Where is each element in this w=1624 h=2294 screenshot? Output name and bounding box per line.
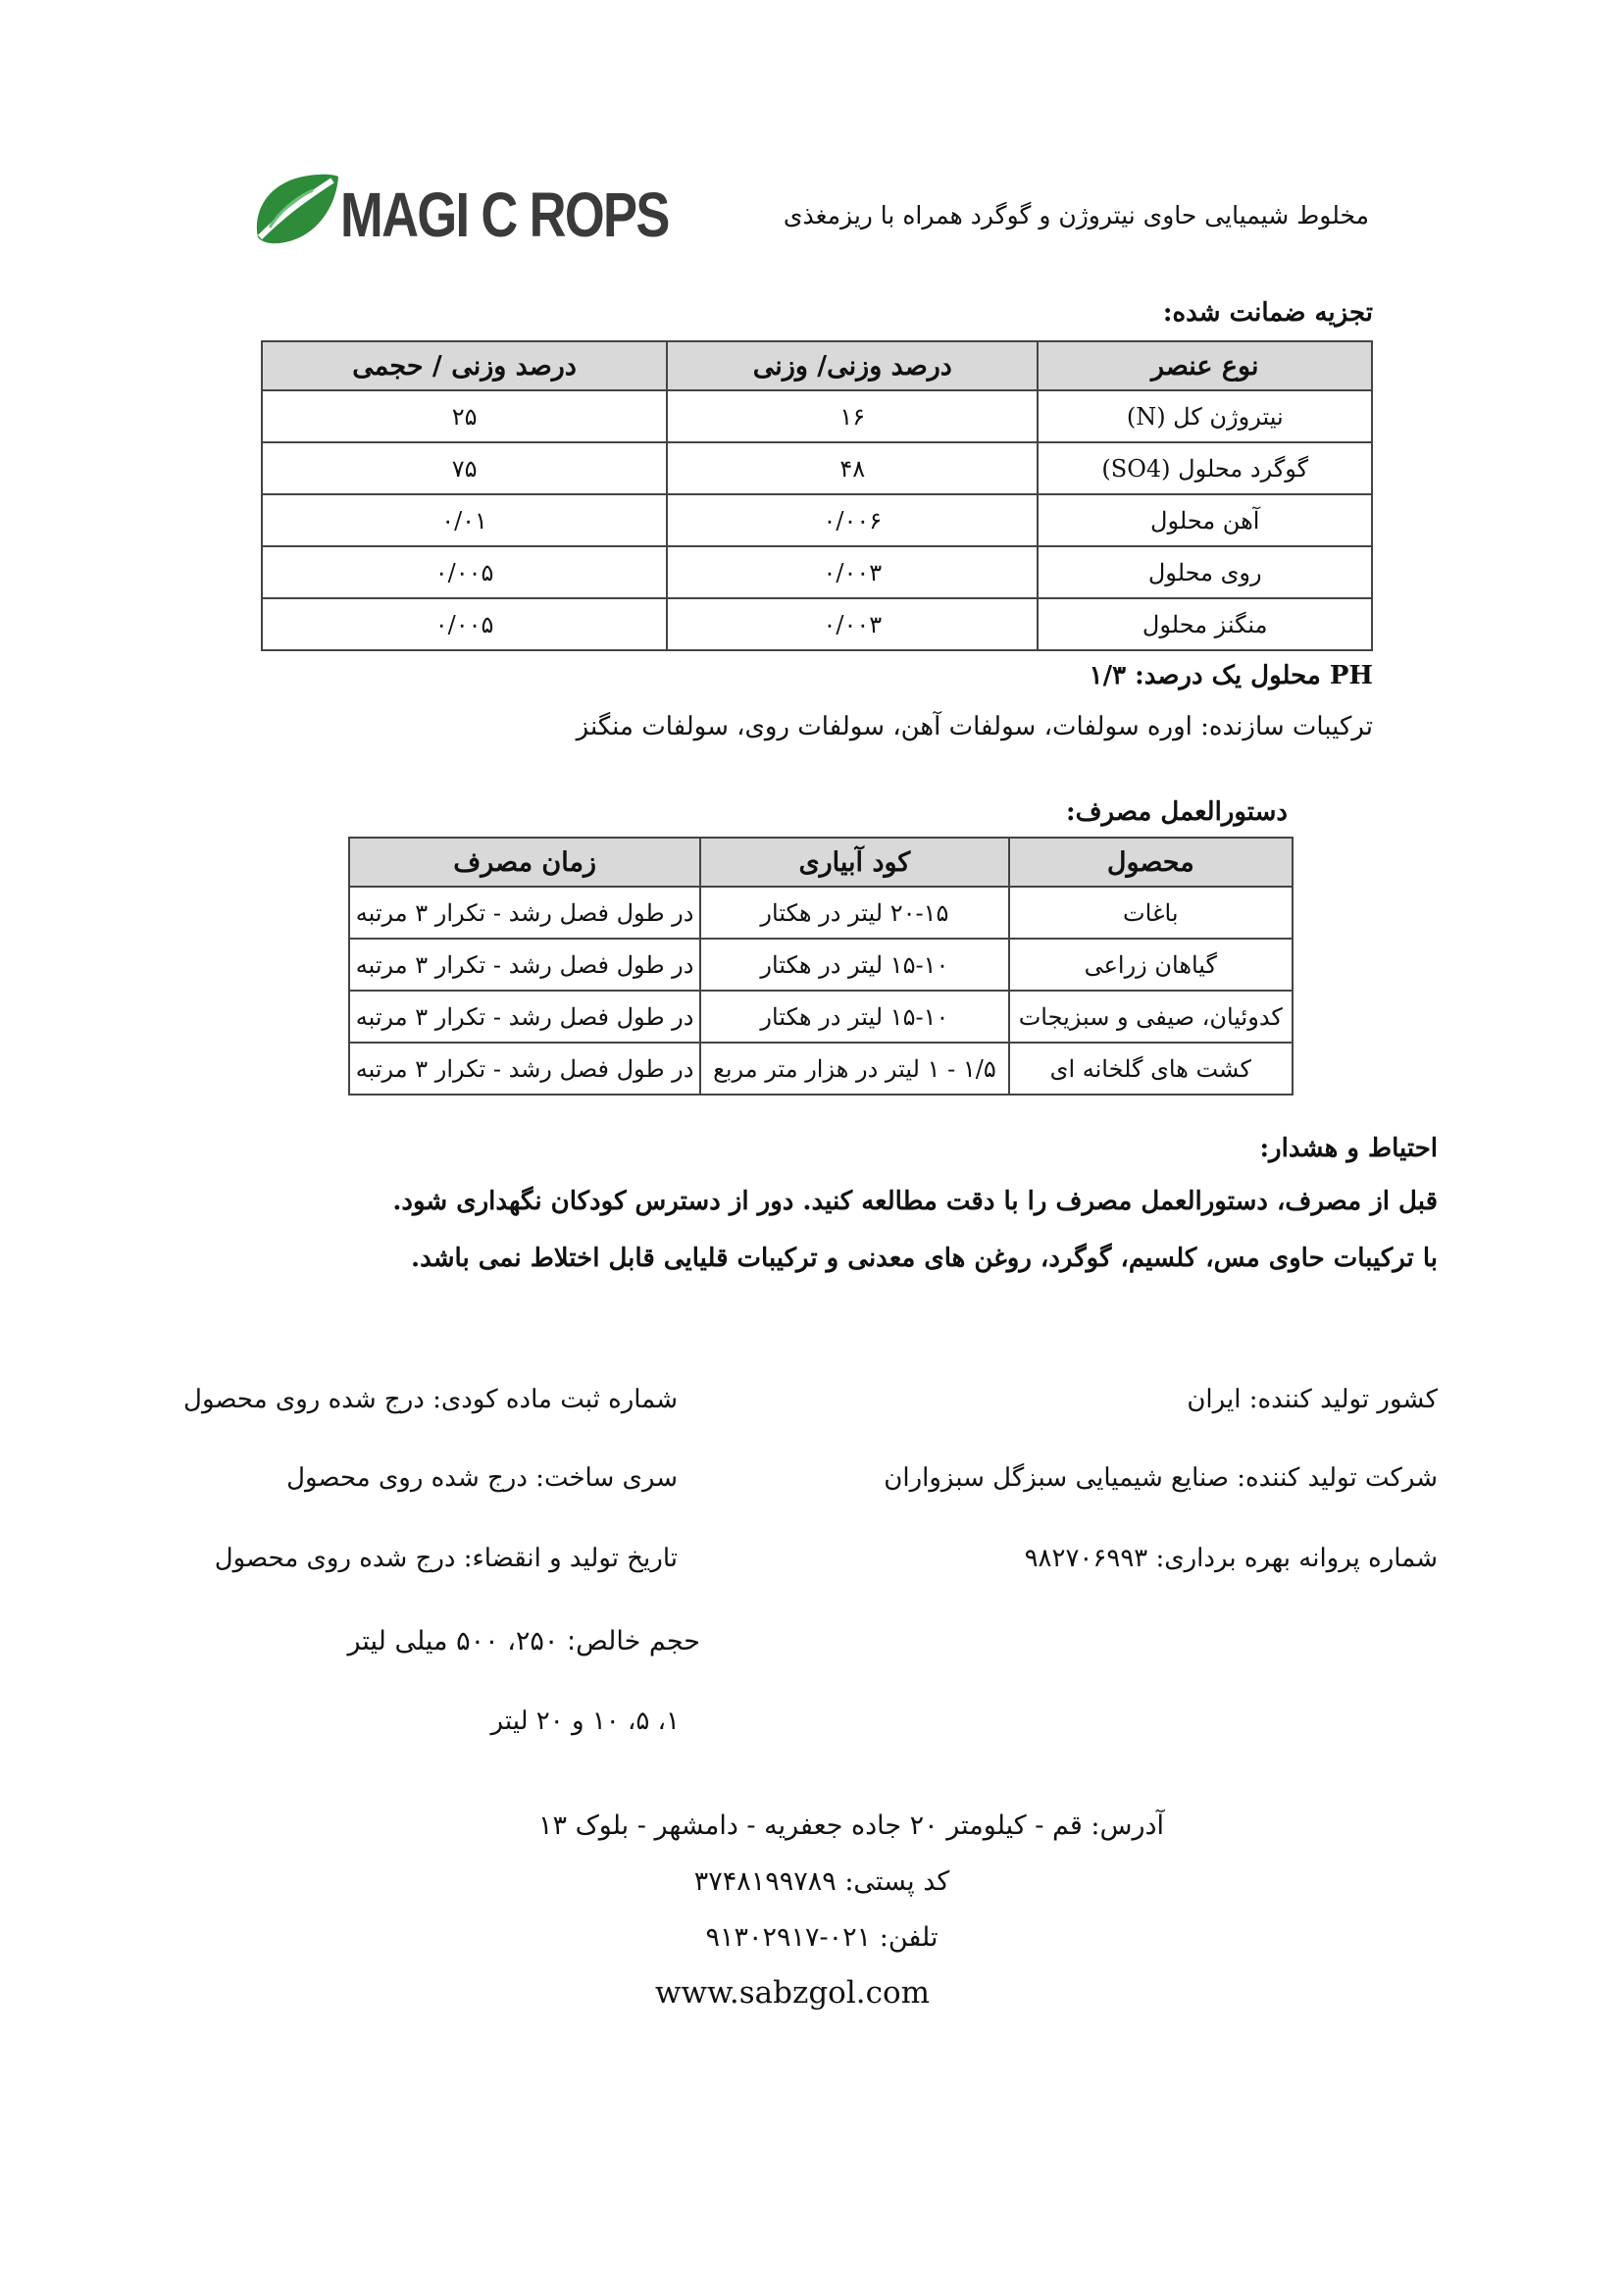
crop-cell: گیاهان زراعی <box>1009 939 1293 991</box>
country-info: کشور تولید کننده: ایران <box>1187 1385 1438 1414</box>
element-cell: منگنز محلول <box>1038 598 1372 650</box>
dose-cell: ۱۵-۱۰ لیتر در هکتار <box>700 991 1008 1043</box>
ingredients-line: ترکیبات سازنده: اوره سولفات، سولفات آهن، سولفات روی، سولفات منگنز <box>576 712 1373 741</box>
dose-cell: ۱/۵ - ۱ لیتر در هزار متر مربع <box>700 1043 1008 1095</box>
column-header: درصد وزنی / حجمی <box>262 341 667 390</box>
website-link[interactable]: www.sabzgol.com <box>654 1975 931 2011</box>
warning-line: قبل از مصرف، دستورالعمل مصرف را با دقت مطالعه کنید. دور از دسترس کودکان نگهداری شود. <box>392 1187 1438 1216</box>
weight-cell: ۴۸ <box>667 442 1038 494</box>
column-header: زمان مصرف <box>349 838 700 887</box>
column-header: نوع عنصر <box>1038 341 1372 390</box>
volume-info: حجم خالص: ۲۵۰، ۵۰۰ میلی لیتر <box>347 1626 700 1657</box>
batch-info: سری ساخت: درج شده روی محصول <box>286 1463 678 1493</box>
weight-cell: ۰/۰۰۳ <box>667 546 1038 598</box>
table-row <box>349 991 1293 1043</box>
table-row <box>349 1043 1293 1095</box>
leaf-logo-icon <box>250 169 340 257</box>
volume-cell: ۷۵ <box>262 442 667 494</box>
table-row <box>262 598 1372 650</box>
weight-cell: ۰/۰۰۶ <box>667 494 1038 546</box>
company-info: شرکت تولید کننده: صنایع شیمیایی سبزگل سبزواران <box>884 1463 1438 1493</box>
license-info: شماره پروانه بهره برداری: ۹۸۲۷۰۶۹۹۳ <box>1024 1544 1438 1573</box>
timing-cell: در طول فصل رشد - تکرار ۳ مرتبه <box>349 939 700 991</box>
usage-table <box>348 837 1294 1096</box>
volume-cell: ۰/۰۰۵ <box>262 598 667 650</box>
element-cell: روی محلول <box>1038 546 1372 598</box>
address: آدرس: قم - کیلومتر ۲۰ جاده جعفریه - دامشهر - بلوک ۱۳ <box>537 1810 1165 1841</box>
registration-info: شماره ثبت ماده کودی: درج شده روی محصول <box>183 1385 678 1414</box>
column-header: محصول <box>1009 838 1293 887</box>
crop-cell: باغات <box>1009 887 1293 939</box>
product-subtitle: مخلوط شیمیایی حاوی نیتروژن و گوگرد همراه با ریزمغذی <box>783 201 1369 229</box>
element-cell: نیتروژن کل (N) <box>1038 390 1372 442</box>
dose-cell: ۲۰-۱۵ لیتر در هکتار <box>700 887 1008 939</box>
crop-cell: کشت های گلخانه ای <box>1009 1043 1293 1095</box>
phone: تلفن: ۰۲۱-۹۱۳۰۲۹۱۷ <box>705 1922 939 1953</box>
table-header-row <box>262 341 1372 390</box>
table-row <box>262 390 1372 442</box>
logo-text: MAGI C ROPS <box>340 179 669 250</box>
element-cell: آهن محلول <box>1038 494 1372 546</box>
warning-line: با ترکیبات حاوی مس، کلسیم، گوگرد، روغن های معدنی و ترکیبات قلیایی قابل اختلاط نمی باشد. <box>411 1244 1438 1273</box>
timing-cell: در طول فصل رشد - تکرار ۳ مرتبه <box>349 1043 700 1095</box>
table-row <box>262 494 1372 546</box>
postal-code: کد پستی: ۳۷۴۸۱۹۹۷۸۹ <box>693 1866 950 1897</box>
table-row <box>262 546 1372 598</box>
dose-cell: ۱۵-۱۰ لیتر در هکتار <box>700 939 1008 991</box>
weight-cell: ۱۶ <box>667 390 1038 442</box>
element-cell: گوگرد محلول (SO4) <box>1038 442 1372 494</box>
warning-title: احتیاط و هشدار: <box>1259 1134 1438 1163</box>
volume-cell: ۰/۰۰۵ <box>262 546 667 598</box>
weight-cell: ۰/۰۰۳ <box>667 598 1038 650</box>
timing-cell: در طول فصل رشد - تکرار ۳ مرتبه <box>349 991 700 1043</box>
crop-cell: کدوئیان، صیفی و سبزیجات <box>1009 991 1293 1043</box>
table-row <box>349 887 1293 939</box>
usage-title: دستورالعمل مصرف: <box>1065 797 1288 827</box>
timing-cell: در طول فصل رشد - تکرار ۳ مرتبه <box>349 887 700 939</box>
volume-cell: ۲۵ <box>262 390 667 442</box>
table-row <box>349 939 1293 991</box>
volume-cell: ۰/۰۱ <box>262 494 667 546</box>
analysis-table <box>261 340 1373 651</box>
column-header: کود آبیاری <box>700 838 1008 887</box>
ph-line: PH محلول یک درصد: ۱/۳ <box>1089 661 1373 690</box>
logo <box>250 169 669 257</box>
column-header: درصد وزنی/ وزنی <box>667 341 1038 390</box>
table-header-row <box>349 838 1293 887</box>
table-row <box>262 442 1372 494</box>
analysis-title: تجزیه ضمانت شده: <box>1162 298 1373 328</box>
volume-info-2: ۱، ۵، ۱۰ و ۲۰ لیتر <box>490 1707 680 1736</box>
dates-info: تاریخ تولید و انقضاء: درج شده روی محصول <box>214 1544 678 1573</box>
